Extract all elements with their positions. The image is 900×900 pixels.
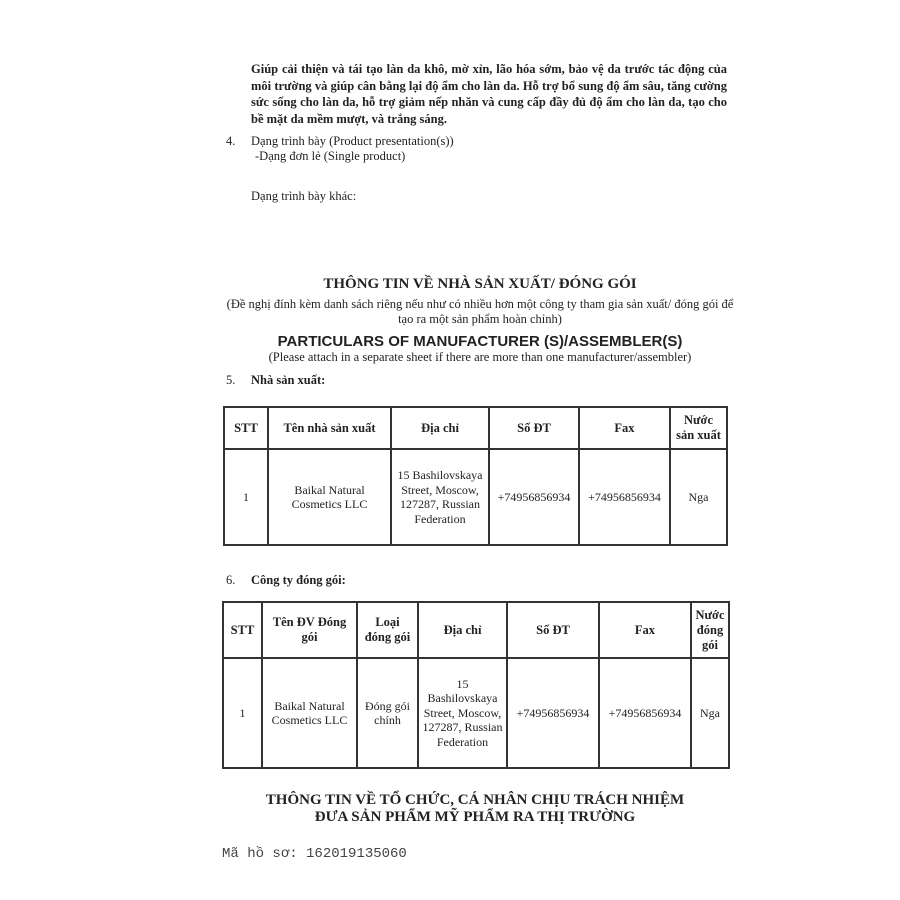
- cell-phone: +74956856934: [489, 449, 579, 545]
- packager-table: [222, 601, 730, 769]
- section4-title: Dạng trình bày (Product presentation(s)): [251, 134, 454, 148]
- section5-number: 5.: [226, 373, 236, 387]
- cell-fax: +74956856934: [579, 449, 670, 545]
- manufacturer-title-vi: THÔNG TIN VỀ NHÀ SẢN XUẤT/ ĐÓNG GÓI: [323, 276, 637, 292]
- col-phone: Số ĐT: [507, 602, 599, 658]
- col-stt: STT: [224, 407, 268, 449]
- intro-paragraph: Giúp cải thiện và tái tạo làn da khô, mờ xỉn, lão hóa sớm, bảo vệ da trước tác động của môi trường và giúp cân bằng lại độ ẩm cho làn da. Hỗ trợ bổ sung độ ẩm sâu, tăng cường sức sống cho làn da, hỗ trợ giảm nếp nhăn và cung cấp đầy đủ độ ẩm cho làn da, tạo cho bề mặt da mềm mượt, và trắng sáng.: [251, 62, 727, 126]
- manufacturer-note-en: (Please attach in a separate sheet if there are more than one manufacturer/assembler): [268, 350, 692, 364]
- table-header-row: [223, 602, 729, 658]
- responsible-title-line2: ĐƯA SẢN PHẨM MỸ PHẨM RA THỊ TRƯỜNG: [314, 809, 636, 825]
- section4-other: Dạng trình bày khác:: [251, 189, 357, 203]
- cell-address: 15 Bashilovskaya Street, Moscow, 127287, Russian Federation: [391, 449, 489, 545]
- table-row: [223, 658, 729, 768]
- responsible-title-line1: THÔNG TIN VỀ TỔ CHỨC, CÁ NHÂN CHỊU TRÁCH NHIỆM: [265, 792, 685, 808]
- cell-packager: Baikal Natural Cosmetics LLC: [262, 658, 357, 768]
- col-address: Địa chỉ: [418, 602, 507, 658]
- cell-stt: 1: [223, 658, 262, 768]
- col-fax: Fax: [579, 407, 670, 449]
- col-phone: Số ĐT: [489, 407, 579, 449]
- section4-number: 4.: [226, 134, 236, 148]
- col-pack-type: Loại đóng gói: [357, 602, 418, 658]
- manufacturer-note-vi: (Đề nghị đính kèm danh sách riêng nếu như có nhiều hơn một công ty tham gia sản xuất/ đóng gói để tạo ra một sản phẩm hoàn chỉnh): [226, 297, 734, 326]
- section6-number: 6.: [226, 573, 236, 587]
- table-header-row: [224, 407, 727, 449]
- cell-stt: 1: [224, 449, 268, 545]
- section6-title: Công ty đóng gói:: [251, 573, 346, 587]
- manufacturer-table: [223, 406, 728, 546]
- section5-title: Nhà sản xuất:: [251, 373, 326, 387]
- col-country: Nước sản xuất: [670, 407, 727, 449]
- col-stt: STT: [223, 602, 262, 658]
- col-fax: Fax: [599, 602, 691, 658]
- table-row: [224, 449, 727, 545]
- section4-item: -Dạng đơn lẻ (Single product): [255, 149, 406, 163]
- cell-country: Nga: [670, 449, 727, 545]
- cell-name: Baikal Natural Cosmetics LLC: [268, 449, 391, 545]
- cell-fax: +74956856934: [599, 658, 691, 768]
- cell-country: Nga: [691, 658, 729, 768]
- manufacturer-title-en: PARTICULARS OF MANUFACTURER (S)/ASSEMBLER(S): [277, 333, 683, 350]
- col-country: Nước đóng gói: [691, 602, 729, 658]
- cell-pack-type: Đóng gói chính: [357, 658, 418, 768]
- cell-address: 15 Bashilovskaya Street, Moscow, 127287, Russian Federation: [418, 658, 507, 768]
- record-id: Mã hồ sơ: 162019135060: [222, 846, 407, 862]
- col-address: Địa chỉ: [391, 407, 489, 449]
- col-packager: Tên ĐV Đóng gói: [262, 602, 357, 658]
- col-name: Tên nhà sản xuất: [268, 407, 391, 449]
- cell-phone: +74956856934: [507, 658, 599, 768]
